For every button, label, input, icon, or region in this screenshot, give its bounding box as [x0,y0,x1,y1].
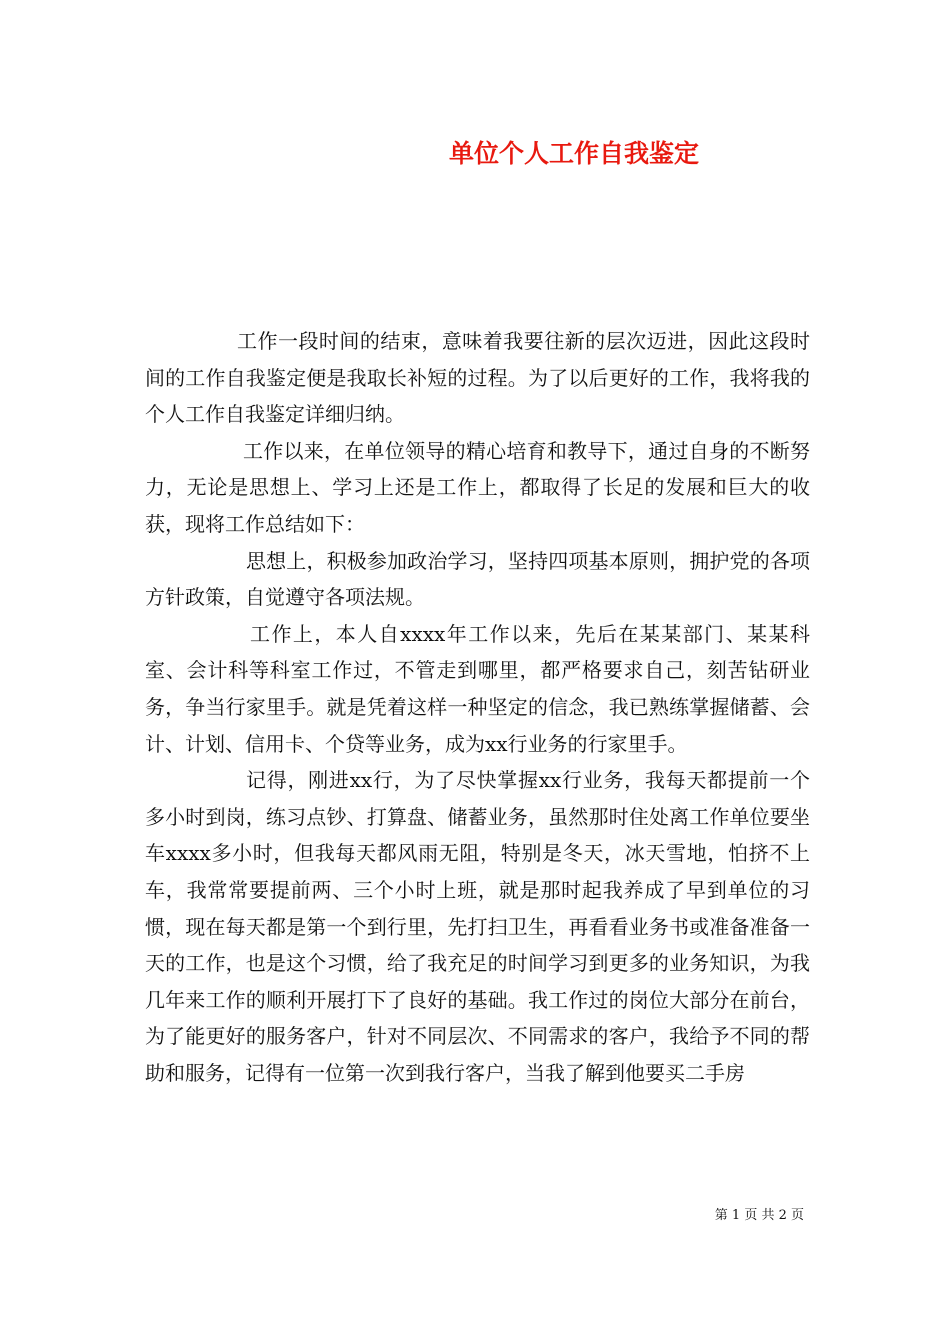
paragraph: 工作以来，在单位领导的精心培育和教导下，通过自身的不断努力，无论是思想上、学习上还是工作上，都取得了长足的发展和巨大的收获，现将工作总结如下： [145,438,810,536]
page-number-footer: 第 1 页 共 2 页 [714,1208,804,1223]
paragraph: 思想上，积极参加政治学习，坚持四项基本原则，拥护党的各项方针政策，自觉遵守各项法规。 [145,548,810,610]
paragraph: 记得，刚进xx行，为了尽快掌握xx行业务，我每天都提前一个多小时到岗，练习点钞、打算盘、储蓄业务，虽然那时住处离工作单位要坐车xxxx多小时，但我每天都风雨无阻，特别是冬天，冰天雪地，怕挤不上车，我常常要提前两、三个小时上班，就是那时起我养成了早到单位的习惯，现在每天都是第一个到行里，先打扫卫生，再看看业务书或准备准备一天的工作，也是这个习惯，给了我充足的时间学习到更多的业务知识，为我几年来工作的顺利开展打下了良好的基础。我工作过的岗位大部分在前台，为了能更好的服务客户，针对不同层次、不同需求的客户，我给予不同的帮助和服务，记得有一位第一次到我行客户，当我了解到他要买二手房 [145,768,810,1085]
document-body [145,323,810,1091]
paragraph: 工作一段时间的结束，意味着我要往新的层次迈进，因此这段时间的工作自我鉴定便是我取长补短的过程。为了以后更好的工作，我将我的个人工作自我鉴定详细归纳。 [145,329,810,427]
document-title: 单位个人工作自我鉴定 [449,139,700,168]
paragraph: 工作上，本人自xxxx年工作以来，先后在某某部门、某某科室、会计科等科室工作过，不管走到哪里，都严格要求自己，刻苦钻研业务，争当行家里手。就是凭着这样一种坚定的信念，我已熟练掌握储蓄、会计、计划、信用卡、个贷等业务，成为xx行业务的行家里手。 [145,621,810,756]
